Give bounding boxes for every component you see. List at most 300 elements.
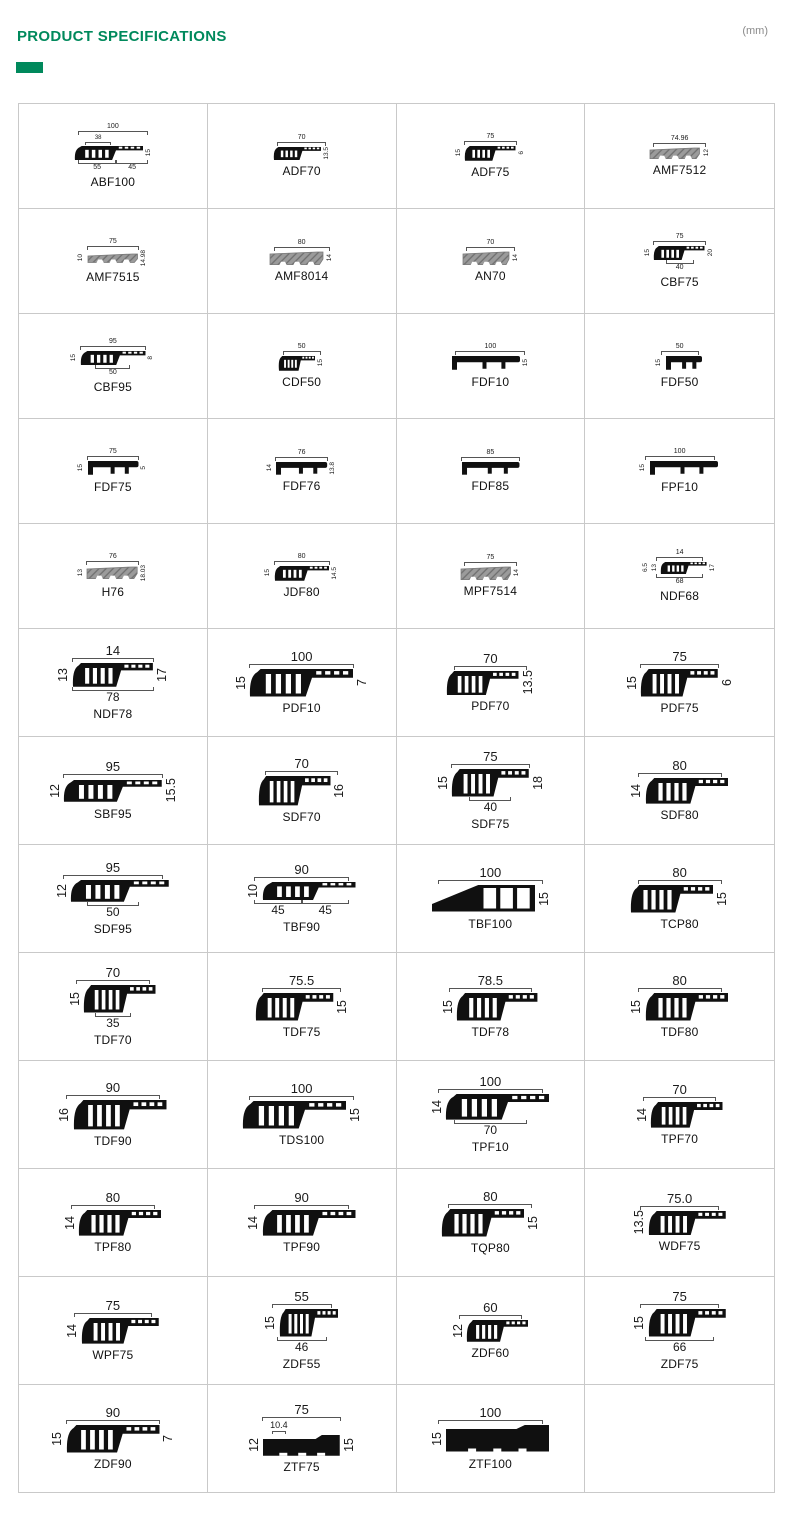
profile-row xyxy=(643,561,716,575)
dim-top-value: 70 xyxy=(486,238,495,246)
dim-top xyxy=(274,239,330,251)
dim-bottom: 40 xyxy=(469,797,511,813)
profile-row xyxy=(460,566,521,581)
spec-cell xyxy=(585,629,774,736)
product-name: SDF75 xyxy=(471,816,510,831)
spec-cell xyxy=(19,737,208,844)
dim-top xyxy=(638,866,722,884)
profile-figure xyxy=(69,966,157,1029)
profile-row xyxy=(451,355,530,371)
spec-cell xyxy=(208,629,397,736)
dim-right: 14.98 xyxy=(140,249,148,267)
profile-figure xyxy=(431,1406,551,1453)
dim-left: 12 xyxy=(246,1438,261,1452)
profile-figure xyxy=(437,750,545,813)
profile-figure xyxy=(640,448,719,476)
profile-row xyxy=(462,251,520,266)
spec-cell xyxy=(19,953,208,1060)
spec-row xyxy=(19,1061,774,1169)
profile-figure xyxy=(643,549,716,586)
dim-top xyxy=(262,1403,341,1434)
product-name: TDF90 xyxy=(94,1133,132,1148)
profile-figure xyxy=(255,974,349,1021)
profile-row xyxy=(57,662,168,687)
profile-figure xyxy=(278,343,325,371)
dim-top xyxy=(638,759,722,777)
dim-top-value: 90 xyxy=(105,1405,121,1421)
spec-cell xyxy=(585,104,774,208)
dim-top xyxy=(87,238,140,250)
spec-row xyxy=(19,419,774,524)
dim-right: 6 xyxy=(720,679,734,686)
profile-drawing xyxy=(70,879,170,902)
profile-figure xyxy=(630,866,729,913)
product-name: CDF50 xyxy=(282,374,322,389)
profile-figure xyxy=(630,974,729,1021)
dim-top-value: 95 xyxy=(105,860,121,876)
dim-top xyxy=(438,1406,543,1424)
dim-top-value: 70 xyxy=(297,133,306,141)
product-name: ZDF55 xyxy=(282,1356,321,1371)
spec-cell xyxy=(397,524,586,628)
dim-top-value: 80 xyxy=(105,1190,121,1206)
dim-top xyxy=(454,652,528,670)
dim-top xyxy=(640,650,719,668)
profile-drawing xyxy=(279,1308,339,1337)
product-name: TDF70 xyxy=(94,1032,132,1047)
profile-row xyxy=(56,879,170,902)
dim-right: 15.5 xyxy=(163,778,178,803)
profile-figure xyxy=(273,134,331,160)
product-name: TPF10 xyxy=(471,1139,509,1154)
dim-right: 15 xyxy=(335,999,349,1014)
dim-top-value: 75 xyxy=(105,1298,121,1314)
dim-right: 14 xyxy=(513,569,521,577)
profile-drawing xyxy=(660,561,708,575)
profile-row xyxy=(247,881,356,900)
profile-row xyxy=(264,1308,339,1337)
dim-top xyxy=(262,974,341,992)
spec-cell xyxy=(208,845,397,952)
profile-figure xyxy=(452,1301,530,1342)
spec-cell xyxy=(208,953,397,1060)
profile-drawing xyxy=(445,1093,550,1120)
profile-drawing xyxy=(249,668,354,697)
profile-drawing xyxy=(86,566,139,580)
profile-drawing xyxy=(81,1317,160,1344)
dim-left: 12 xyxy=(47,783,62,798)
dim-top xyxy=(63,760,163,778)
profile-figure xyxy=(645,233,715,272)
profile-drawing xyxy=(648,1210,727,1236)
profile-drawing xyxy=(466,1319,529,1342)
dim-top xyxy=(451,750,530,768)
profile-row xyxy=(69,984,157,1013)
dim-top xyxy=(66,1081,161,1099)
dim-top-value: 75 xyxy=(486,133,495,141)
dim-right: 15 xyxy=(342,1438,356,1452)
product-name: SDF80 xyxy=(660,807,699,822)
profile-drawing xyxy=(278,355,316,371)
product-name: TBF100 xyxy=(468,916,513,931)
dim-right: 12 xyxy=(702,149,710,157)
dim-left: 14 xyxy=(65,1323,80,1338)
product-name: FDF85 xyxy=(471,479,510,494)
product-name: ADF75 xyxy=(471,164,510,179)
product-name: TDS100 xyxy=(279,1132,325,1147)
profile-row xyxy=(242,1100,362,1129)
profile-drawing xyxy=(73,1099,168,1129)
dim-right: 14 xyxy=(511,254,519,262)
profile-row xyxy=(452,1319,530,1342)
product-name: AMF7515 xyxy=(86,270,140,285)
product-name: AMF7512 xyxy=(652,163,707,178)
dim-left: 12 xyxy=(450,1323,465,1338)
spec-cell xyxy=(397,953,586,1060)
spec-row xyxy=(19,524,774,629)
product-name: SDF95 xyxy=(93,921,133,936)
dim-top-value: 14 xyxy=(675,548,684,556)
dim-right: 14 xyxy=(326,254,334,262)
product-name: ZDF60 xyxy=(471,1345,510,1360)
spec-cell xyxy=(585,1061,774,1168)
dim-top-value: 80 xyxy=(297,238,306,246)
dim-left: 16 xyxy=(57,1107,72,1122)
profile-figure xyxy=(269,239,334,266)
profile-row xyxy=(636,1101,724,1128)
spec-cell xyxy=(208,524,397,628)
product-name: TPF80 xyxy=(94,1239,132,1254)
dim-top xyxy=(66,1406,161,1424)
dim-top xyxy=(80,338,147,350)
product-name: TBF90 xyxy=(283,920,321,934)
dim-top xyxy=(449,974,531,992)
product-name: JDF80 xyxy=(283,584,320,599)
dim-right: 17 xyxy=(154,667,169,682)
profile-figure xyxy=(247,863,356,916)
dim-right: 7 xyxy=(355,679,370,686)
dim-top xyxy=(464,133,517,145)
profile-drawing xyxy=(78,1209,162,1236)
dim-left: 13 xyxy=(76,569,84,577)
profile-row xyxy=(248,1434,356,1457)
dim-top-value: 80 xyxy=(483,1189,498,1205)
spec-cell xyxy=(19,524,208,628)
profile-drawing xyxy=(640,668,719,697)
profile-drawing xyxy=(74,145,144,161)
spec-cell xyxy=(208,209,397,313)
profile-figure xyxy=(264,1290,339,1353)
dim-right: 20 xyxy=(706,248,714,257)
dim-left: 14 xyxy=(62,1215,77,1230)
profile-figure xyxy=(247,1191,356,1236)
dim-top-value: 95 xyxy=(105,759,121,775)
profile-figure xyxy=(57,644,168,703)
profile-row xyxy=(649,147,710,160)
dim-left: 14 xyxy=(629,783,644,798)
profile-figure xyxy=(656,343,703,371)
dim-left: 13.5 xyxy=(632,1210,646,1235)
spec-row xyxy=(19,104,774,209)
dim-top-value: 74.96 xyxy=(670,134,689,142)
profile-drawing xyxy=(451,768,530,797)
spec-cell xyxy=(585,1277,774,1384)
dim-top-value: 75 xyxy=(675,232,684,240)
profile-drawing xyxy=(63,779,163,802)
dim-top xyxy=(438,866,543,884)
dim-top-value: 85 xyxy=(486,448,495,456)
profile-drawing xyxy=(630,884,714,913)
dim-top xyxy=(78,123,148,145)
dim-top xyxy=(86,553,139,565)
dim-top-value: 75 xyxy=(672,1289,687,1305)
spec-cell xyxy=(397,629,586,736)
product-name: FDF10 xyxy=(471,374,510,389)
product-name: CBF75 xyxy=(660,275,699,290)
profile-row xyxy=(265,565,338,581)
dim-left: 12 xyxy=(54,883,69,898)
profile-figure xyxy=(431,866,551,913)
dim-bottom: 46 xyxy=(277,1337,327,1353)
dim-right: 16 xyxy=(332,783,347,798)
dim-right: 15 xyxy=(347,1107,362,1122)
spec-cell xyxy=(585,953,774,1060)
dim-bottom: 50 xyxy=(87,902,140,918)
spec-cell xyxy=(19,419,208,523)
profile-row xyxy=(633,1210,726,1236)
profile-figure xyxy=(630,759,729,804)
dim-top xyxy=(265,757,339,775)
profile-drawing xyxy=(80,350,147,366)
dim-right: 13.8 xyxy=(329,461,337,475)
spec-row xyxy=(19,314,774,419)
profile-row xyxy=(267,461,337,476)
dim-top xyxy=(464,554,517,566)
profile-drawing xyxy=(456,992,538,1021)
spec-cell xyxy=(208,1385,397,1492)
spec-cell xyxy=(397,1277,586,1384)
dim-top xyxy=(63,861,163,879)
dim-top-value: 76 xyxy=(297,448,306,456)
profile-figure xyxy=(636,1083,724,1128)
product-name: FDF50 xyxy=(660,374,699,389)
spec-row xyxy=(19,629,774,737)
spec-cell xyxy=(19,845,208,952)
profile-figure xyxy=(446,652,534,696)
dim-right: 6 xyxy=(517,151,525,155)
product-name: CBF95 xyxy=(93,380,133,395)
dim-bottom: 55 45 xyxy=(78,160,148,171)
dim-right: 15 xyxy=(522,359,530,367)
product-name: ZTF100 xyxy=(468,1456,512,1471)
profile-figure xyxy=(56,861,170,918)
spec-cell xyxy=(585,737,774,844)
profile-row xyxy=(442,992,539,1021)
spec-cell xyxy=(585,419,774,523)
dim-right: 7 xyxy=(161,1435,176,1442)
dim-top xyxy=(455,343,525,355)
dim-top-value: 80 xyxy=(672,973,687,989)
profile-row xyxy=(645,245,715,261)
profile-figure xyxy=(235,650,369,697)
dim-top-value: 100 xyxy=(479,1074,502,1090)
dim-top xyxy=(254,1191,349,1209)
profile-drawing xyxy=(441,1208,525,1237)
spec-cell xyxy=(19,104,208,208)
dim-left: 13 xyxy=(56,667,71,682)
profile-row xyxy=(640,460,719,476)
dim-left: 15 xyxy=(429,1431,444,1446)
profile-drawing xyxy=(445,1424,550,1453)
profile-figure xyxy=(633,1192,726,1236)
page-title: PRODUCT SPECIFICATIONS xyxy=(17,28,227,45)
profile-row xyxy=(258,775,346,805)
profile-drawing xyxy=(648,1308,727,1337)
dim-top-value: 60 xyxy=(483,1300,498,1316)
product-name: FPF10 xyxy=(661,479,699,494)
dim-top-inner: 38 xyxy=(85,135,112,145)
spec-cell xyxy=(208,1169,397,1276)
profile-drawing xyxy=(87,253,140,264)
dim-top xyxy=(71,1191,155,1209)
profile-drawing xyxy=(258,775,332,805)
profile-drawing xyxy=(275,461,328,476)
profile-drawing xyxy=(72,662,154,687)
profile-row xyxy=(626,668,734,697)
profile-figure xyxy=(461,449,521,476)
dim-bottom: 45 45 xyxy=(254,900,349,916)
dim-right: 5 xyxy=(140,466,148,470)
profile-figure xyxy=(633,1290,726,1353)
empty-cell xyxy=(585,1385,774,1492)
profile-figure xyxy=(626,650,734,697)
profile-drawing xyxy=(273,146,322,160)
product-name: PDF75 xyxy=(660,700,699,715)
profile-drawing xyxy=(274,565,330,581)
spec-row xyxy=(19,845,774,953)
profile-drawing xyxy=(269,251,325,266)
dim-top-value: 80 xyxy=(672,758,687,774)
product-name: ZDF75 xyxy=(660,1356,699,1371)
dim-top-value: 14 xyxy=(105,643,121,659)
product-name: ZDF90 xyxy=(94,1456,132,1471)
profile-row xyxy=(235,668,369,697)
profile-drawing xyxy=(262,881,357,900)
profile-figure xyxy=(265,553,338,581)
dim-top xyxy=(275,449,328,461)
dim-top-value: 75.0 xyxy=(666,1190,693,1206)
dim-top xyxy=(283,343,321,355)
dim-top xyxy=(249,650,354,668)
dim-top xyxy=(653,233,706,245)
spec-grid xyxy=(18,103,775,1493)
profile-drawing xyxy=(262,1209,357,1236)
unit-note: (mm) xyxy=(742,25,768,37)
profile-figure xyxy=(462,239,520,266)
spec-row xyxy=(19,1385,774,1492)
spec-cell xyxy=(397,314,586,418)
dim-left: 15 xyxy=(624,675,639,690)
dim-top xyxy=(448,1190,532,1208)
dim-top xyxy=(274,553,330,565)
dim-top-value: 75 xyxy=(672,649,687,665)
dim-top xyxy=(72,644,154,662)
dim-left: 10 xyxy=(246,883,261,898)
profile-row xyxy=(630,992,729,1021)
dim-right: 17 xyxy=(708,563,716,572)
dim-top-inner: 10.4 xyxy=(270,1421,288,1434)
dim-left: 15 xyxy=(264,569,272,577)
profile-row xyxy=(247,1209,356,1236)
dim-top xyxy=(643,1083,717,1101)
dim-right: 18 xyxy=(530,775,545,790)
profile-drawing xyxy=(464,145,517,161)
dim-top xyxy=(640,1192,719,1210)
spec-cell xyxy=(585,524,774,628)
profile-row xyxy=(74,145,153,161)
spec-cell xyxy=(397,209,586,313)
dim-top-value: 100 xyxy=(484,343,497,351)
dim-top-value: 75 xyxy=(108,448,117,456)
dim-right: 15 xyxy=(536,891,551,906)
dim-left: 15 xyxy=(440,999,455,1014)
product-name: FDF75 xyxy=(94,479,132,494)
dim-top xyxy=(74,1299,153,1317)
spec-cell xyxy=(397,1385,586,1492)
product-name: WDF75 xyxy=(658,1239,701,1254)
spec-row xyxy=(19,209,774,314)
profile-drawing xyxy=(649,147,701,160)
dim-top xyxy=(638,974,722,992)
product-name: TPF90 xyxy=(283,1239,321,1254)
product-name: MPF7514 xyxy=(463,584,518,599)
dim-left: 14 xyxy=(634,1107,649,1122)
spec-cell xyxy=(19,314,208,418)
spec-cell xyxy=(585,314,774,418)
spec-cell xyxy=(397,845,586,952)
dim-top-value: 50 xyxy=(675,343,684,351)
product-name: TCP80 xyxy=(660,916,699,931)
dim-top xyxy=(640,1290,719,1308)
product-name: SDF70 xyxy=(282,809,321,824)
dim-left: 15 xyxy=(70,353,78,362)
dim-top xyxy=(653,135,705,147)
product-name: TPF70 xyxy=(661,1131,699,1146)
dim-top-value: 100 xyxy=(673,448,686,456)
dim-left: 13 xyxy=(650,563,658,572)
profile-row xyxy=(446,670,534,696)
profile-row xyxy=(431,1424,551,1453)
profile-figure xyxy=(64,1191,163,1236)
profile-drawing xyxy=(451,355,521,371)
spec-cell xyxy=(397,737,586,844)
spec-cell xyxy=(19,209,208,313)
dim-top xyxy=(249,1082,354,1100)
profile-figure xyxy=(51,1406,175,1453)
profile-row xyxy=(456,145,526,161)
profile-row xyxy=(58,1099,167,1129)
dim-left: 15 xyxy=(454,149,462,157)
profile-figure xyxy=(66,1299,159,1344)
profile-drawing xyxy=(87,460,140,476)
dim-top xyxy=(459,1301,522,1319)
dim-top-value: 95 xyxy=(108,337,117,345)
product-name: NDF78 xyxy=(93,706,133,721)
dim-top xyxy=(76,966,150,984)
dim-top-value: 90 xyxy=(105,1080,121,1096)
dim-top-value: 75 xyxy=(486,553,495,561)
profile-drawing xyxy=(645,992,729,1021)
